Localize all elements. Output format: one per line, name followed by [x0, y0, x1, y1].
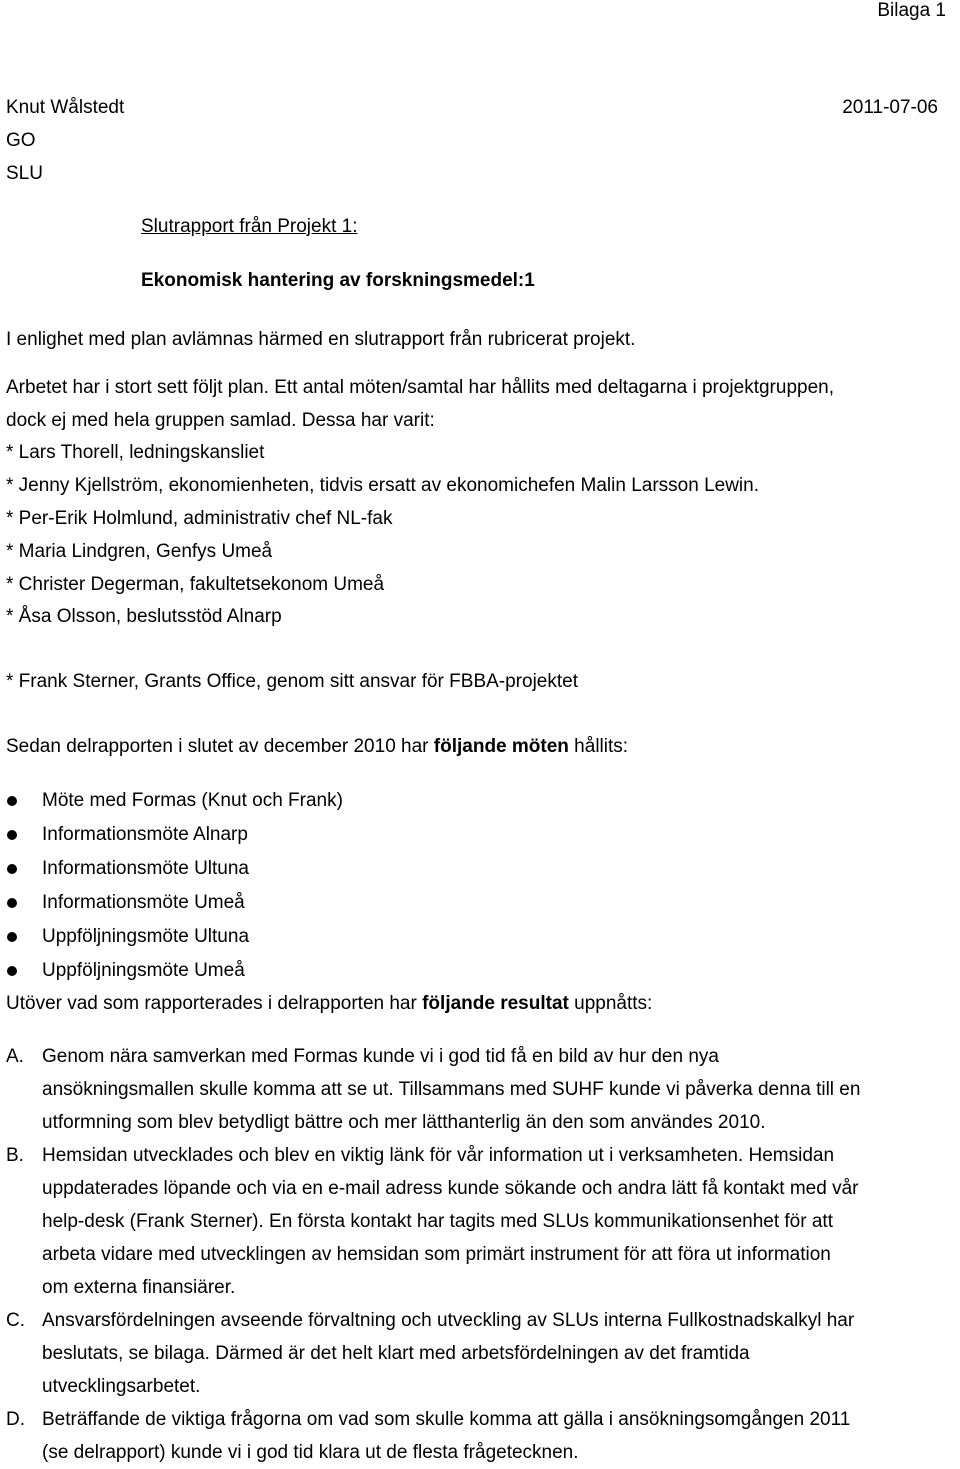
org-line: SLU — [6, 163, 43, 184]
meetings-intro-bold: följande möten — [433, 736, 569, 757]
bullet-icon — [7, 932, 17, 942]
list-item — [0, 920, 343, 954]
bullet-icon — [7, 796, 17, 806]
results-intro — [6, 987, 652, 1020]
result-letter: D. — [6, 1409, 25, 1430]
org-line: GO — [6, 130, 36, 151]
result-item-a — [0, 1040, 960, 1139]
result-letter: C. — [6, 1310, 25, 1331]
participant-item: * Per-Erik Holmlund, administrativ chef NL-fak — [6, 508, 393, 529]
list-item — [0, 954, 343, 988]
list-item — [0, 818, 343, 852]
participants-line: Arbetet har i stort sett följt plan. Ett antal möten/samtal har hållits med deltagarna i projektgruppen, — [6, 377, 834, 398]
project-title: Ekonomisk hantering av forskningsmedel:1 — [141, 270, 535, 291]
meeting-label: Informationsmöte Alnarp — [42, 824, 248, 845]
result-line: arbeta vidare med utvecklingen av hemsidan som primärt instrument för att föra ut information — [42, 1244, 831, 1265]
meeting-label: Möte med Formas (Knut och Frank) — [42, 790, 343, 811]
meetings-intro — [6, 730, 628, 763]
result-line: Beträffande de viktiga frågorna om vad som skulle komma att gälla i ansökningsomgången 2011 — [42, 1409, 851, 1430]
list-item — [0, 852, 343, 886]
result-line: ansökningsmallen skulle komma att se ut. Tillsammans med SUHF kunde vi påverka denna till en — [42, 1079, 861, 1100]
meeting-label: Informationsmöte Umeå — [42, 892, 245, 913]
result-line: utvecklingsarbetet. — [42, 1376, 201, 1397]
participant-item: * Jenny Kjellström, ekonomienheten, tidvis ersatt av ekonomichefen Malin Larsson Lewin. — [6, 475, 759, 496]
result-line: uppdaterades löpande och via en e-mail adress kunde sökande och andra lätt få kontakt med vår — [42, 1178, 859, 1199]
meetings-intro-before: Sedan delrapporten i slutet av december 2010 har — [6, 736, 434, 757]
bullet-icon — [7, 898, 17, 908]
results-intro-after: uppnåtts: — [568, 993, 653, 1014]
author-name: Knut Wålstedt — [6, 97, 125, 118]
meeting-label: Informationsmöte Ultuna — [42, 858, 249, 879]
meetings-list — [0, 784, 343, 988]
participant-item: * Frank Sterner, Grants Office, genom sitt ansvar för FBBA-projektet — [6, 671, 578, 692]
result-line: om externa finansiärer. — [42, 1277, 236, 1298]
participant-item: * Lars Thorell, ledningskansliet — [6, 442, 265, 463]
results-intro-bold: följande resultat — [422, 993, 569, 1014]
result-line: Hemsidan utvecklades och blev en viktig länk för vår information ut i verksamheten. Hemsidan — [42, 1145, 835, 1166]
attachment-label: Bilaga 1 — [877, 0, 946, 21]
bullet-icon — [7, 830, 17, 840]
result-letter: A. — [6, 1046, 24, 1067]
results-intro-before: Utöver vad som rapporterades i delrapporten har — [6, 993, 423, 1014]
result-letter: B. — [6, 1145, 24, 1166]
result-line: (se delrapport) kunde vi i god tid klara ut de flesta frågetecknen. — [42, 1442, 579, 1463]
list-item — [0, 886, 343, 920]
result-line: Ansvarsfördelningen avseende förvaltning och utveckling av SLUs interna Fullkostnadskalkyl har — [42, 1310, 855, 1331]
participant-item: * Christer Degerman, fakultetsekonom Umeå — [6, 574, 385, 595]
meetings-intro-after: hållits: — [568, 736, 629, 757]
participant-item: * Maria Lindgren, Genfys Umeå — [6, 541, 273, 562]
list-item — [0, 784, 343, 818]
bullet-icon — [7, 966, 17, 976]
bullet-icon — [7, 864, 17, 874]
result-item-c — [0, 1304, 960, 1403]
meeting-label: Uppföljningsmöte Ultuna — [42, 926, 250, 947]
participants-line: dock ej med hela gruppen samlad. Dessa har varit: — [6, 410, 435, 431]
result-item-b — [0, 1139, 960, 1304]
result-line: utformning som blev betydligt bättre och mer lätthanterlig än den som användes 2010. — [42, 1112, 766, 1133]
result-line: Genom nära samverkan med Formas kunde vi i god tid få en bild av hur den nya — [42, 1046, 719, 1067]
report-title: Slutrapport från Projekt 1: — [141, 216, 358, 237]
intro-paragraph: I enlighet med plan avlämnas härmed en slutrapport från rubricerat projekt. — [6, 329, 636, 350]
meeting-label: Uppföljningsmöte Umeå — [42, 960, 245, 981]
result-line: beslutats, se bilaga. Därmed är det helt klart med arbetsfördelningen av det framtida — [42, 1343, 750, 1364]
participant-item: * Åsa Olsson, beslutsstöd Alnarp — [6, 606, 282, 627]
results-list — [0, 1040, 960, 1469]
result-line: help-desk (Frank Sterner). En första kontakt har tagits med SLUs kommunikationsenhet för att — [42, 1211, 833, 1232]
document-date: 2011-07-06 — [842, 97, 938, 118]
result-item-d — [0, 1403, 960, 1469]
